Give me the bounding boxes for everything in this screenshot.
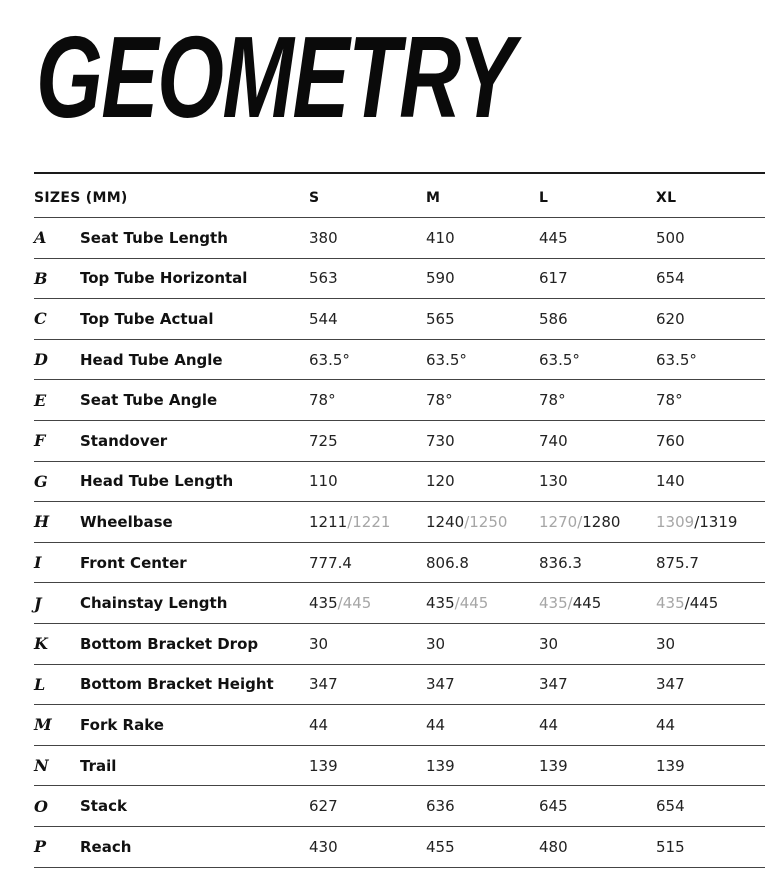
value-part: 654 — [656, 269, 685, 288]
value-part: 430 — [309, 837, 338, 856]
value-part: / — [684, 594, 690, 613]
value-part: 445 — [539, 228, 568, 247]
value-part: 347 — [309, 675, 338, 694]
value-part: 78° — [656, 391, 683, 410]
value-part: 645 — [539, 797, 568, 816]
value-part: 1270 — [539, 512, 578, 531]
value-s — [309, 502, 390, 542]
value-s — [309, 299, 338, 339]
value-m — [426, 624, 445, 664]
value-s — [309, 380, 336, 420]
value-part: 445 — [572, 594, 602, 613]
value-part: 500 — [656, 228, 685, 247]
value-l — [539, 218, 568, 258]
table-row — [34, 218, 765, 259]
value-part: 347 — [539, 675, 568, 694]
value-s — [309, 786, 338, 826]
value-s — [309, 827, 338, 867]
row-label: Head Tube Length — [80, 472, 234, 491]
value-part: 730 — [426, 431, 455, 450]
header-sizes: SIZES (MM) — [34, 189, 128, 206]
value-part: 1280 — [582, 512, 621, 531]
row-label: Chainstay Length — [80, 594, 228, 613]
value-part: 1211 — [309, 512, 348, 531]
row-label: Seat Tube Length — [80, 228, 228, 247]
value-part: 445 — [689, 594, 719, 613]
row-label: Stack — [80, 797, 127, 816]
value-l — [539, 665, 568, 705]
value-xl — [656, 746, 685, 786]
value-xl — [656, 827, 685, 867]
value-s — [309, 340, 350, 380]
header-size-s: S — [309, 189, 320, 206]
header-size-m: M — [426, 189, 441, 206]
row-label: Reach — [80, 837, 132, 856]
value-s — [309, 543, 352, 583]
value-part: 627 — [309, 797, 338, 816]
table-header-row — [34, 174, 765, 218]
value-part: 586 — [539, 309, 568, 328]
value-s — [309, 624, 328, 664]
value-m — [426, 705, 445, 745]
value-xl — [656, 299, 685, 339]
value-m — [426, 543, 469, 583]
value-part: 30 — [426, 634, 446, 653]
table-row — [34, 543, 765, 584]
value-part: 725 — [309, 431, 338, 450]
row-label: Trail — [80, 756, 117, 775]
table-row — [34, 380, 765, 421]
value-s — [309, 462, 338, 502]
geometry-table — [34, 172, 765, 868]
value-part: 63.5° — [426, 350, 467, 369]
row-letter: K — [34, 634, 48, 654]
value-xl — [656, 218, 685, 258]
value-part: 139 — [426, 756, 455, 775]
table-row — [34, 665, 765, 706]
value-part: 480 — [539, 837, 568, 856]
value-m — [426, 340, 467, 380]
value-l — [539, 380, 566, 420]
value-xl — [656, 462, 685, 502]
value-part: 140 — [656, 472, 685, 491]
value-part: 740 — [539, 431, 568, 450]
value-part: / — [694, 512, 700, 531]
value-xl — [656, 705, 675, 745]
value-xl — [656, 665, 685, 705]
header-size-xl: XL — [656, 189, 677, 206]
value-l — [539, 259, 568, 299]
row-letter: D — [34, 350, 48, 370]
value-l — [539, 583, 601, 623]
header-size-l: L — [539, 189, 549, 206]
value-xl — [656, 340, 697, 380]
value-part: 654 — [656, 797, 685, 816]
value-s — [309, 218, 338, 258]
value-part: 435 — [309, 594, 338, 613]
table-row — [34, 462, 765, 503]
value-xl — [656, 583, 718, 623]
row-label: Bottom Bracket Drop — [80, 634, 259, 653]
value-l — [539, 502, 620, 542]
value-s — [309, 259, 338, 299]
value-part: 544 — [309, 309, 338, 328]
row-letter: P — [34, 837, 47, 857]
value-part: 30 — [539, 634, 559, 653]
row-label: Head Tube Angle — [80, 350, 223, 369]
value-part: 445 — [342, 594, 372, 613]
row-letter: C — [34, 309, 47, 329]
value-m — [426, 259, 455, 299]
value-xl — [656, 380, 683, 420]
table-row — [34, 786, 765, 827]
table-row — [34, 624, 765, 665]
value-m — [426, 462, 455, 502]
row-label: Fork Rake — [80, 715, 164, 734]
value-s — [309, 705, 328, 745]
value-part: / — [577, 512, 583, 531]
row-label: Wheelbase — [80, 512, 173, 531]
value-l — [539, 746, 568, 786]
value-m — [426, 746, 455, 786]
row-letter: O — [34, 796, 48, 816]
value-part: 620 — [656, 309, 685, 328]
value-xl — [656, 259, 685, 299]
value-part: 78° — [426, 391, 453, 410]
row-letter: M — [34, 715, 52, 735]
value-part: 130 — [539, 472, 568, 491]
value-part: 63.5° — [309, 350, 350, 369]
value-s — [309, 421, 338, 461]
value-xl — [656, 786, 685, 826]
value-part: 1250 — [469, 512, 508, 531]
row-letter: F — [34, 431, 46, 451]
value-m — [426, 665, 455, 705]
value-m — [426, 421, 455, 461]
value-part: 347 — [656, 675, 685, 694]
value-part: 63.5° — [539, 350, 580, 369]
value-part: 30 — [656, 634, 676, 653]
value-part: 836.3 — [539, 553, 582, 572]
value-m — [426, 380, 453, 420]
value-xl — [656, 421, 685, 461]
value-part: 139 — [656, 756, 685, 775]
value-l — [539, 624, 558, 664]
value-part: 139 — [539, 756, 568, 775]
row-label: Top Tube Horizontal — [80, 269, 248, 288]
table-row — [34, 421, 765, 462]
value-part: 44 — [656, 715, 676, 734]
value-part: 565 — [426, 309, 455, 328]
value-part: 1309 — [656, 512, 695, 531]
table-row — [34, 583, 765, 624]
table-row — [34, 827, 765, 868]
value-l — [539, 462, 568, 502]
value-l — [539, 299, 568, 339]
value-part: 380 — [309, 228, 338, 247]
value-l — [539, 827, 568, 867]
row-label: Front Center — [80, 553, 187, 572]
row-letter: I — [34, 553, 42, 573]
row-label: Bottom Bracket Height — [80, 675, 274, 694]
value-part: 410 — [426, 228, 455, 247]
value-s — [309, 746, 338, 786]
value-part: 806.8 — [426, 553, 469, 572]
value-part: 63.5° — [656, 350, 697, 369]
row-letter: J — [34, 593, 42, 613]
value-xl — [656, 502, 737, 542]
value-m — [426, 218, 455, 258]
value-part: 435 — [426, 594, 455, 613]
table-row — [34, 340, 765, 381]
value-part: / — [464, 512, 470, 531]
row-letter: H — [34, 512, 50, 532]
row-letter: E — [34, 390, 47, 410]
value-l — [539, 340, 580, 380]
table-row — [34, 502, 765, 543]
value-part: / — [347, 512, 353, 531]
value-l — [539, 786, 568, 826]
value-s — [309, 583, 371, 623]
page-title: GEOMETRY — [36, 12, 514, 142]
value-s — [309, 665, 338, 705]
value-part: 617 — [539, 269, 568, 288]
value-part: 875.7 — [656, 553, 699, 572]
row-letter: N — [34, 756, 49, 776]
value-part: 78° — [309, 391, 336, 410]
value-m — [426, 502, 507, 542]
value-m — [426, 583, 488, 623]
row-letter: B — [34, 268, 48, 288]
value-part: 636 — [426, 797, 455, 816]
value-part: 1319 — [699, 512, 738, 531]
value-part: 590 — [426, 269, 455, 288]
row-letter: G — [34, 471, 48, 491]
value-part: 347 — [426, 675, 455, 694]
value-l — [539, 421, 568, 461]
value-part: / — [454, 594, 460, 613]
row-letter: A — [34, 228, 47, 248]
value-part: 455 — [426, 837, 455, 856]
table-body — [34, 218, 765, 868]
value-l — [539, 543, 582, 583]
value-part: 760 — [656, 431, 685, 450]
value-part: 30 — [309, 634, 329, 653]
table-row — [34, 259, 765, 300]
value-part: 777.4 — [309, 553, 352, 572]
value-part: 44 — [309, 715, 329, 734]
row-label: Top Tube Actual — [80, 309, 214, 328]
value-part: 515 — [656, 837, 685, 856]
value-part: 445 — [459, 594, 489, 613]
value-part: / — [337, 594, 343, 613]
value-xl — [656, 624, 675, 664]
value-part: 44 — [426, 715, 446, 734]
value-part: 563 — [309, 269, 338, 288]
value-part: 120 — [426, 472, 455, 491]
value-part: 435 — [656, 594, 685, 613]
row-letter: L — [34, 674, 46, 694]
value-part: 1240 — [426, 512, 465, 531]
table-row — [34, 746, 765, 787]
value-m — [426, 786, 455, 826]
value-m — [426, 827, 455, 867]
row-label: Standover — [80, 431, 168, 450]
value-l — [539, 705, 558, 745]
value-part: 110 — [309, 472, 338, 491]
table-row — [34, 705, 765, 746]
value-part: 44 — [539, 715, 559, 734]
row-label: Seat Tube Angle — [80, 391, 218, 410]
table-row — [34, 299, 765, 340]
value-part: 435 — [539, 594, 568, 613]
value-m — [426, 299, 455, 339]
value-part: 139 — [309, 756, 338, 775]
value-part: 1221 — [352, 512, 391, 531]
value-xl — [656, 543, 699, 583]
value-part: / — [567, 594, 573, 613]
value-part: 78° — [539, 391, 566, 410]
